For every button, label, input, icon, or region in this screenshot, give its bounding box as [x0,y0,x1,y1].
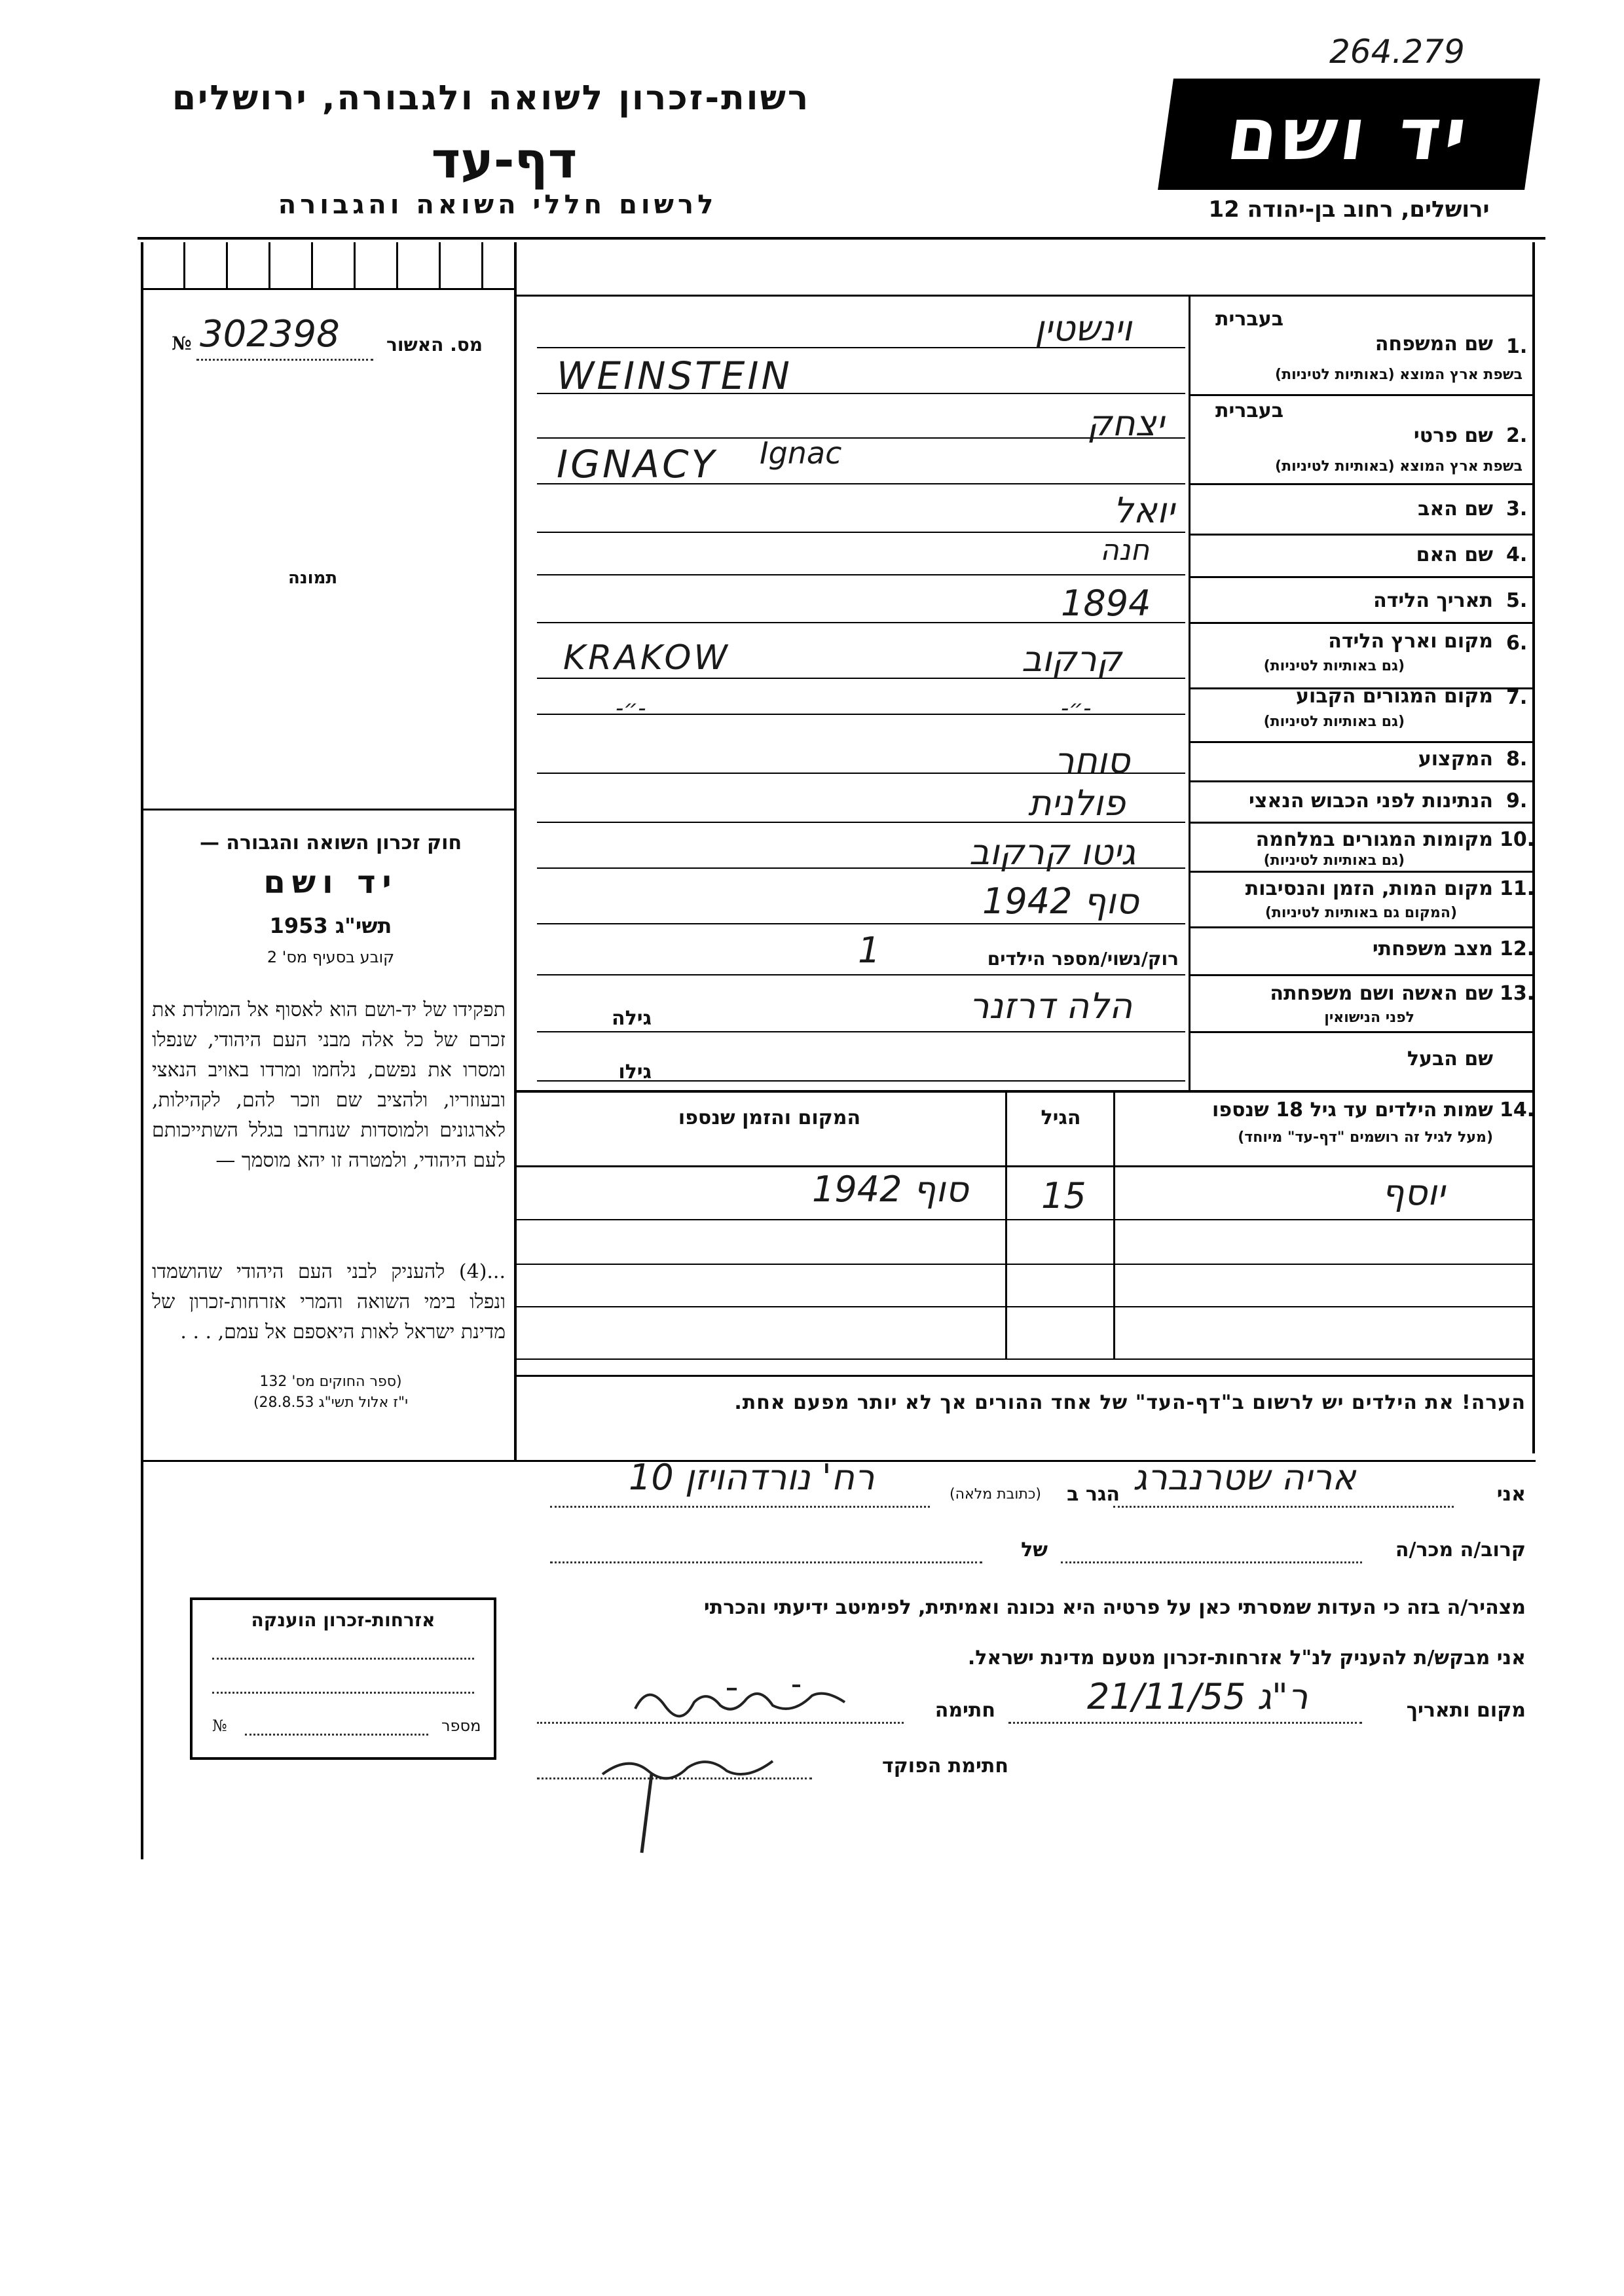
field-13-sub: לפני הנישואין [1324,1010,1414,1026]
field-10-number: 10. [1500,828,1535,851]
field-2-value-latin-alt: Ignac [760,435,842,471]
children-sub: (מעל לגיל זה רושמים "דף-עד" מיוחד) [1238,1129,1493,1146]
field-13-value: הלה דרזנר [969,985,1133,1027]
stamp-no-label: מספר [441,1717,481,1735]
field-2-number: 2. [1506,424,1528,447]
institution-address: ירושלים, רחוב בן-יהודה 12 [1208,196,1490,223]
field-5-label: תאריך הלידה [1373,589,1493,612]
field-5-number: 5. [1506,589,1528,612]
field-2-label: שם פרטי [1413,424,1493,447]
statement-2: אני מבקש/ת להעניק לנ"ל אזרחות-זכרון מטעם מדינת ישראל. [967,1647,1526,1669]
law-text-2: ...(4) להעניק לבני העם היהודי שהושמדו ונפלו בימי השואה והמרי אזרחות-זכרון של מדינת ישראל לאות היאספם אל עמם, . . . [152,1260,506,1343]
field-1-number: 1. [1506,335,1528,358]
place-date-value: ר"ג 21/11/55 [1087,1676,1308,1717]
field-9-number: 9. [1506,790,1528,812]
field-12-number: 12. [1500,938,1535,960]
authority-name: רשות-זכרון לשואה ולגבורה, ירושלים [172,79,811,118]
law-ref-1: (ספר החוקים מס' 132 [259,1374,402,1390]
child-1-name: יוסף [1382,1172,1445,1213]
declarant-name: אריה שטרנברג [1133,1457,1356,1498]
field-3-number: 3. [1506,498,1528,520]
field-6-sub: (גם באותיות לטיניות) [1263,658,1405,674]
field-7-number: 7. [1506,686,1528,709]
children-note: הערה! את הילדים יש לרשום ב"דף-העד" של אחד ההורים אך לא יותר מפעם אחת. [734,1391,1526,1414]
stamp-no-symbol: № [212,1717,227,1735]
form-subtitle: לרשום חללי השואה והגבורה [278,190,718,220]
field-4-number: 4. [1506,543,1528,566]
field-1-value-latin: WEINSTEIN [557,354,792,398]
child-1-place: סוף 1942 [812,1169,969,1210]
field-13-age-label: גילה [612,1007,652,1030]
certificate-number: 302398 [200,313,340,355]
field-12-value: 1 [858,930,881,971]
field-11-label: מקום המות, הזמן והנסיבות [1245,877,1493,900]
field-2-lang-label: בעברית [1215,399,1283,422]
field-13-label: שם האשה ושם משפחתה [1270,982,1493,1005]
field-2-value-hebrew: יצחק [1087,403,1164,444]
yad-vashem-logo: יד ושם [1158,79,1540,190]
field-7-value-latin: -״- [616,695,646,721]
clerk-signature-label: חתימת הפוקד [882,1755,1008,1777]
declaration-i-label: אני [1496,1483,1526,1506]
field-7-label: מקום המגורים הקבוע [1296,685,1493,708]
relative-label: קרוב/ה מכר/ה [1395,1539,1526,1561]
law-ref-2: י"ז אלול תשי"ג 28.8.53) [253,1394,409,1411]
of-label: של [1021,1539,1048,1561]
field-12-inline-label: רוק/נשוי/מספר הילדים [987,948,1179,970]
field-12-label: מצב משפחתי [1372,938,1493,960]
signature-label: חתימה [934,1699,995,1722]
field-6-number: 6. [1506,632,1528,655]
stamp-title: אזרחות-זכרון הוענקה [251,1609,435,1631]
field-11-sub: (המקום גם באותיות לטיניות) [1264,905,1457,921]
field-6-value-hebrew: קרקוב [1022,638,1122,680]
memorial-citizenship-stamp [190,1597,496,1760]
husband-age-label: גילו [618,1061,652,1084]
clerk-signature [589,1728,799,1859]
field-1-sub: בשפת ארץ המוצא (באותיות לטיניות) [1275,367,1522,383]
statement-1: מצהיר/ה בזה כי העדות שמסרתי כאן על פרטיה היא נכונה ואמיתית, לפימיטב ידיעתי והכרתי [703,1596,1526,1619]
field-8-value: סוחר [1054,740,1130,781]
field-13-number: 13. [1500,982,1535,1005]
field-4-label: שם האם [1416,543,1493,566]
law-heading: חוק זכרון השואה והגבורה — [199,831,462,854]
children-number: 14. [1500,1099,1535,1121]
declarant-address: רח' נורדהויזן 10 [629,1457,875,1498]
law-logo: יד ושם [263,864,398,901]
field-4-value: חנה [1100,534,1150,567]
field-1-value-hebrew: וינשטין [1035,308,1132,349]
field-7-value-hebrew: -״- [1061,695,1092,721]
child-1-age: 15 [1041,1175,1086,1216]
field-10-label: מקומות המגורים במלחמה [1255,828,1493,851]
declarant-signature [629,1676,864,1728]
children-label: שמות הילדים עד גיל 18 שנספו [1212,1099,1493,1121]
field-7-sub: (גם באותיות לטיניות) [1263,714,1405,730]
law-text: תפקידו של יד-ושם הוא לאסוף אל המולדת את זכרם של כל אלה מבני העם היהודי, שנפלו ומסרו את נפשם, נלחמו ומרדו באויב הנאצי ובעוזריו, ולהציב שם וזכר להם, לקהילות, לארגונים ולמוסדות שנחרבו בגלל השתייכותם לעם היהודי, ולמטרה זו יהא מוסמך — [152,998,506,1172]
field-3-label: שם האב [1418,498,1493,520]
field-1-label: שם המשפחה [1375,333,1493,355]
certificate-label: מס. האשור [386,334,483,355]
field-11-number: 11. [1500,877,1535,900]
form-title: דף-עד [431,131,578,189]
archive-number: 264.279 [1329,33,1465,71]
resides-label: הגר ב [1067,1483,1120,1506]
children-place-column: המקום והזמן שנספו [678,1106,861,1129]
field-6-label: מקום וארץ הלידה [1328,630,1493,653]
field-8-label: המקצוע [1418,748,1493,771]
field-5-value: 1894 [1061,583,1151,624]
field-10-sub: (גם באותיות לטיניות) [1263,852,1405,869]
field-1-lang-label: בעברית [1215,308,1283,331]
field-9-value: פולנית [1028,782,1126,824]
place-date-label: מקום ותאריך [1406,1699,1526,1722]
field-8-number: 8. [1506,748,1528,771]
husband-name-label: שם הבעל [1407,1048,1493,1070]
field-10-value: גיטו קרקוב [969,831,1136,873]
field-2-sub: בשפת ארץ המוצא (באותיות לטיניות) [1275,458,1522,475]
field-11-value: סוף 1942 [982,881,1139,922]
field-6-value-latin: KRAKOW [563,638,730,678]
photo-label: תמונה [288,568,338,588]
field-2-value-latin: IGNACY [557,442,718,486]
certificate-no-symbol: № [172,333,192,354]
field-9-label: הנתינות לפני הכבוש הנאצי [1249,790,1493,812]
full-address-label: (כתובת מלאה) [950,1486,1041,1503]
law-year: תשי"ג 1953 [269,913,392,938]
law-section: קובע בסעיף מס' 2 [267,948,395,966]
children-age-column: הגיל [1041,1106,1081,1129]
field-3-value: יואל [1113,490,1175,531]
